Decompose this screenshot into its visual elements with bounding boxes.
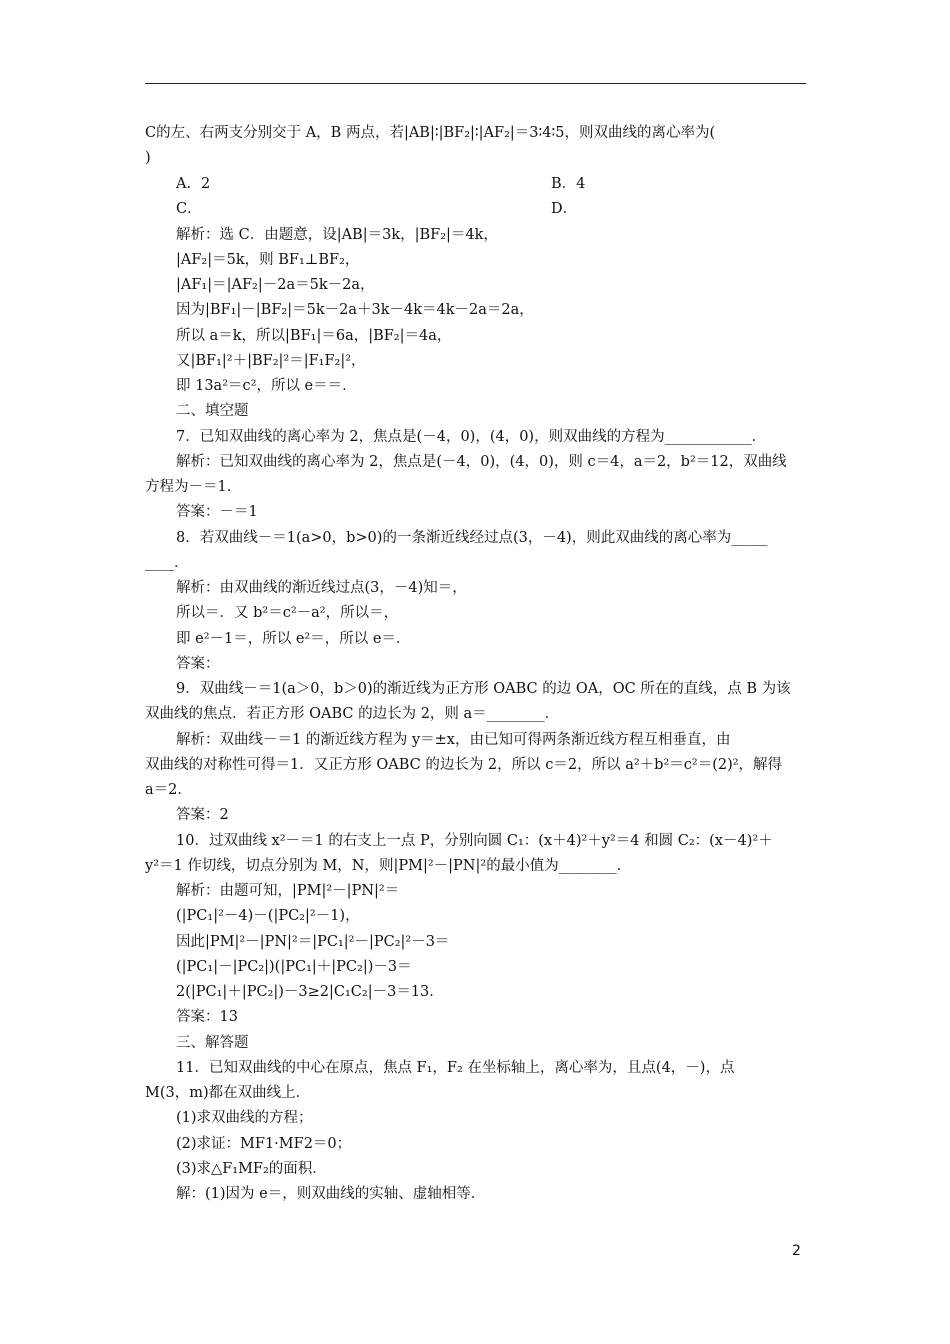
page-number: 2 (792, 1243, 801, 1259)
text-line: 解析：选 C．由题意，设|AB|＝3k，|BF₂|＝4k， (176, 227, 498, 243)
text-line: 所以 a＝k，所以|BF₁|＝6a，|BF₂|＝4a， (176, 328, 452, 344)
text-line: 方程为－＝1． (145, 479, 242, 495)
text-line: 因为|BF₁|－|BF₂|＝5k－2a＋3k－4k＝4k－2a＝2a， (176, 302, 534, 318)
text-line: ____． (145, 555, 189, 571)
section-heading: 二、填空题 (176, 403, 249, 419)
text-line: y²＝1 作切线，切点分别为 M，N，则|PM|²－|PN|²的最小值为________． (145, 858, 632, 874)
question-8: 8．若双曲线－＝1(a>0，b>0)的一条渐近线经过点(3，－4)，则此双曲线的离心率为_____ (176, 530, 768, 546)
question-11: 11．已知双曲线的中心在原点，焦点 F₁，F₂ 在坐标轴上，离心率为，且点(4，－)，点 (176, 1060, 735, 1076)
question-9: 9．双曲线－＝1(a＞0，b＞0)的渐近线为正方形 OABC 的边 OA，OC 所在的直线，点 B 为该 (176, 681, 791, 697)
text-line: 解析：双曲线－＝1 的渐近线方程为 y＝±x，由已知可得两条渐近线方程互相垂直，由 (176, 732, 731, 748)
option-b: B．4 (551, 176, 586, 192)
answer-line: 答案： (176, 656, 220, 672)
text-line: (|PC₁|²－4)－(|PC₂|²－1)， (176, 908, 360, 924)
text-line: 2(|PC₁|＋|PC₂|)－3≥2|C₁C₂|－3＝13． (176, 984, 444, 1000)
section-heading: 三、解答题 (176, 1035, 249, 1051)
option-d: D． (551, 201, 578, 217)
text-line: 解析：已知双曲线的离心率为 2，焦点是(－4，0)，(4，0)，则 c＝4，a＝2，b²＝12，双曲线 (176, 454, 787, 470)
text-line: 即 13a²＝c²，所以 e＝＝． (176, 378, 357, 394)
text-line: 双曲线的焦点．若正方形 OABC 的边长为 2，则 a＝________． (145, 706, 560, 722)
answer-line: 答案：2 (176, 807, 229, 823)
text-line: 所以＝．又 b²＝c²－a²，所以＝， (176, 605, 399, 621)
question-7: 7．已知双曲线的离心率为 2，焦点是(－4，0)，(4，0)，则双曲线的方程为____________． (176, 429, 767, 445)
text-line: 因此|PM|²－|PN|²＝|PC₁|²－|PC₂|²－3＝ (176, 934, 450, 950)
text-line: 双曲线的对称性可得＝1．又正方形 OABC 的边长为 2，所以 c＝2，所以 a²＋b²＝c²＝(2)²，解得 (145, 757, 783, 773)
header-rule (145, 83, 806, 84)
text-line: a＝2． (145, 782, 192, 798)
text-line: (|PC₁|－|PC₂|)(|PC₁|＋|PC₂|)－3＝ (176, 959, 412, 975)
answer-line: 答案：13 (176, 1009, 238, 1025)
text-line: |AF₁|＝|AF₂|－2a＝5k－2a， (176, 277, 375, 293)
text-line: (2)求证：MF1·MF2＝0； (176, 1136, 352, 1152)
text-line: (1)求双曲线的方程； (176, 1110, 313, 1126)
option-c: C． (176, 201, 202, 217)
text-line: ) (145, 150, 151, 166)
text-line: 即 e²－1＝，所以 e²＝，所以 e＝． (176, 631, 411, 647)
text-line: 解析：由题可知，|PM|²－|PN|²＝ (176, 883, 400, 899)
text-line: 又|BF₁|²＋|BF₂|²＝|F₁F₂|²， (176, 353, 366, 369)
text-line: |AF₂|＝5k，则 BF₁⊥BF₂， (176, 252, 360, 268)
text-line: 解析：由双曲线的渐近线过点(3，－4)知＝， (176, 580, 467, 596)
text-line: C的左、右两支分别交于 A，B 两点，若|AB|∶|BF₂|∶|AF₂|＝3∶4∶5，则双曲线的离心率为( (145, 125, 716, 141)
answer-line: 答案：－＝1 (176, 504, 258, 520)
question-10: 10．过双曲线 x²－＝1 的右支上一点 P，分别向圆 C₁：(x＋4)²＋y²＝4 和圆 C₂：(x－4)²＋ (176, 833, 773, 849)
option-a: A．2 (176, 176, 211, 192)
text-line: 解：(1)因为 e＝，则双曲线的实轴、虚轴相等． (176, 1186, 486, 1202)
text-line: (3)求△F₁MF₂的面积． (176, 1161, 327, 1177)
text-line: M(3，m)都在双曲线上． (145, 1085, 311, 1101)
